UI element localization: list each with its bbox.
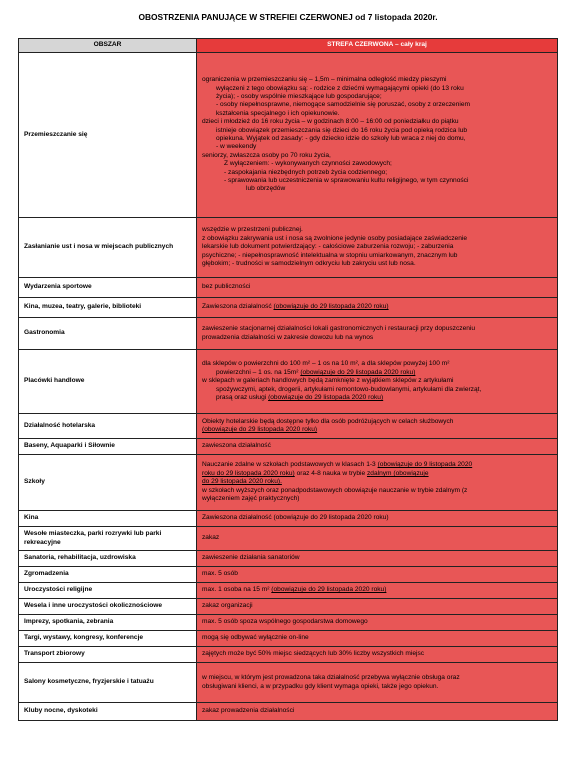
rule-cell [197, 218, 558, 278]
rule-text: Zawieszona działalność [202, 303, 272, 311]
table-row [19, 318, 558, 350]
rule-line: ograniczenia w przemieszczaniu się – 1,5m – minimalna odległość miedzy pieszymi [202, 76, 447, 84]
rule-cell: zajętych może być 50% miejsc siedzących lub 30% liczby wszystkich miejsc [197, 647, 558, 663]
area-cell: Gastronomia [19, 318, 197, 350]
validity-note: (obowiązuje do 29 listopada 2020 roku) [271, 586, 387, 594]
rule-cell [197, 414, 558, 439]
validity-note: (obowiązuje do 29 listopada 2020 roku) [202, 426, 318, 433]
validity-note: (obowiązuje do 29 listopada 2020 roku) [273, 303, 389, 311]
table-row [19, 218, 558, 278]
rule-line [202, 470, 552, 478]
rule-line: lekarskie lub dokument potwierdzający: - całościowe zaburzenia rozwoju; - zaburzenia [202, 243, 454, 251]
rule-line: spożywczymi, aptek, drogerii, artykułami remontowo-budowlanymi, artykułami dla zwierząt, [216, 385, 482, 393]
rule-line: Z wyłączeniem: - wykonywanych czynności zawodowych; [224, 160, 392, 168]
rule-line: - w weekendy [216, 143, 257, 151]
rule-cell [197, 455, 558, 511]
rule-line: kształcenia specjalnego i ich opiekunowie. [216, 109, 340, 117]
area-cell: Targi, wystawy, kongresy, konferencje [19, 631, 197, 647]
rule-cell: Zawieszona działalność (obowiązuje do 29 listopada 2020 roku) [197, 511, 558, 527]
area-cell: Imprezy, spotkania, zebrania [19, 615, 197, 631]
rule-line: seniorzy, zwłaszcza osoby po 70 roku życia, [202, 151, 331, 159]
area-cell: Sanatoria, rehabilitacja, uzdrowiska [19, 551, 197, 567]
area-cell: Uroczystości religijne [19, 583, 197, 599]
rule-cell [197, 53, 558, 218]
table-row [19, 599, 558, 615]
rule-line [202, 461, 552, 469]
rule-line: obsługiwani klienci, a w przypadku gdy klient wymaga opieki, także jego opiekun. [202, 682, 439, 690]
rule-line: - osoby niepełnosprawne, niemogące samodzielnie się poruszać, osoby z orzeczeniem [216, 101, 470, 109]
table-row [19, 455, 558, 511]
rule-line: - zaspokajania niezbędnych potrzeb życia codziennego; [224, 168, 388, 176]
table-row [19, 551, 558, 567]
rule-cell: zakaz [197, 527, 558, 551]
rule-line: z obowiązku zakrywania ust i nosa są zwolnione jedynie osoby posiadające zaświadczenie [202, 234, 467, 242]
rule-cell: zawieszona działalność [197, 439, 558, 455]
table-row [19, 350, 558, 414]
rule-line: zawieszenie stacjonarnej działalności lokali gastronomicznych i restauracji przy dopuszczeniu [202, 325, 476, 333]
validity-note: roku do 29 listopada 2020 roku) [202, 469, 295, 477]
rule-line: głębokim; - trudności w samodzielnym odkryciu lub zakryciu ust lub nosa. [202, 260, 416, 268]
table-row [19, 298, 558, 318]
area-cell: Wesela i inne uroczystości okolicznościowe [19, 599, 197, 615]
rule-line: - sprawowania lub uczestniczenia w sprawowaniu kultu religijnego, w tym czynności [224, 177, 469, 185]
header-zone: STREFA CZERWONA – cały kraj [197, 39, 558, 53]
table-row [19, 663, 558, 703]
rule-cell: zakaz organizacji [197, 599, 558, 615]
validity-note: (obowiązuje do 29 listopada 2020 roku) [268, 394, 384, 402]
rule-line [202, 394, 552, 402]
rule-line: lub obrzędów [246, 185, 286, 193]
validity-note: (obowiązuje do 29 listopada 2020 roku) [300, 368, 416, 376]
rule-text: Nauczanie zdalne w szkołach podstawowych w klasach 1-3 [202, 461, 376, 469]
table-row [19, 583, 558, 599]
area-cell: Transport zbiorowy [19, 647, 197, 663]
area-cell: Kina [19, 511, 197, 527]
rule-cell [197, 663, 558, 703]
rule-line: życia); - osoby wspólnie mieszkające lub gospodarujące; [216, 92, 382, 100]
area-cell: Wydarzenia sportowe [19, 278, 197, 298]
rule-text: oraz 4-8 nauka w trybie [296, 469, 366, 477]
rule-cell: max. 5 osób [197, 567, 558, 583]
table-row [19, 647, 558, 663]
rule-line: prowadzenia działalności w zakresie dowozu lub na wynos [202, 333, 374, 341]
rule-line: w miejscu, w którym jest prowadzona taka działalność przebywa wyłącznie obsługa oraz [202, 674, 460, 682]
rule-line: opiekuna. Wyjątek od zasady: - gdy dziecko idzie do szkoły lub wraca z niej do domu, [216, 135, 466, 142]
header-area: OBSZAR [19, 39, 197, 53]
area-cell: Zasłanianie ust i nosa w miejscach publicznych [19, 218, 197, 278]
rule-line: istnieje obowiązek przemieszczania się dzieci do 16 roku życia pod opieką rodzica lub [216, 126, 468, 134]
rule-line: w szkołach wyższych oraz ponadpodstawowych obowiązuje nauczanie w trybie zdalnym (z [202, 486, 468, 494]
table-row [19, 414, 558, 439]
table-row [19, 703, 558, 721]
table-row [19, 511, 558, 527]
area-cell: Zgromadzenia [19, 567, 197, 583]
table-row [19, 439, 558, 455]
table-row [19, 527, 558, 551]
rule-text: max. 1 osoba na 15 m² [202, 586, 270, 594]
rule-line: w sklepach w galeriach handlowych będą zamknięte z wyjątkiem sklepów z artykułami [202, 377, 454, 385]
rule-line: psychiczne; - niepełnosprawność intelektualna w stopniu umiarkowanym, znacznym lub [202, 251, 458, 259]
area-cell: Wesołe miasteczka, parki rozrywki lub parki rekreacyjne [19, 527, 197, 551]
rule-line: dla sklepów o powierzchni do 100 m² – 1 os na 10 m², a dla sklepów powyżej 100 m² [202, 360, 450, 368]
table-row [19, 53, 558, 218]
rule-cell: zakaz prowadzenia działalności [197, 703, 558, 721]
table-row [19, 615, 558, 631]
table-row [19, 278, 558, 298]
document-title: OBOSTRZENIA PANUJĄCE W STREFIEI CZERWONEJ od 7 listopada 2020r. [138, 12, 438, 22]
rule-cell [197, 583, 558, 599]
rule-cell [197, 298, 558, 318]
area-cell: Salony kosmetyczne, fryzjerskie i tatuażu [19, 663, 197, 703]
rule-cell [197, 318, 558, 350]
validity-note: do 29 listopada 2020 roku). [202, 478, 282, 486]
table-row [19, 631, 558, 647]
area-cell: Placówki handlowe [19, 350, 197, 414]
area-cell: Baseny, Aquaparki i Siłownie [19, 439, 197, 455]
rule-line: wyłączeniem zajęć praktycznych) [202, 495, 300, 503]
table-header-row [19, 39, 558, 53]
validity-note: zdalnym (obowiązuje [366, 469, 429, 477]
rule-cell: mogą się odbywać wyłącznie on-line [197, 631, 558, 647]
rule-cell [197, 350, 558, 414]
area-cell: Kluby nocne, dyskoteki [19, 703, 197, 721]
rule-cell: zawieszenie działania sanatoriów [197, 551, 558, 567]
validity-note: (obowiązuje do 9 listopada 2020 [377, 461, 473, 469]
rule-cell: bez publiczności [197, 278, 558, 298]
area-cell: Działalność hotelarska [19, 414, 197, 439]
table-row [19, 567, 558, 583]
restrictions-table [18, 38, 558, 721]
area-cell: Kina, muzea, teatry, galerie, biblioteki [19, 298, 197, 318]
area-cell: Szkoły [19, 455, 197, 511]
rule-line: Obiekty hotelarskie będą dostępne tylko dla osób podróżujących w celach służbowych [202, 417, 454, 425]
rule-line: wszędzie w przestrzeni publicznej. [202, 226, 303, 234]
area-cell: Przemieszczanie się [19, 53, 197, 218]
rule-cell: max. 5 osób spoza wspólnego gospodarstwa domowego [197, 615, 558, 631]
rule-line: dzieci i młodzież do 16 roku życia – w godzinach 8:00 – 16:00 od poniedziałku do piątku [202, 118, 459, 126]
rule-text: prasą oraz usługi [216, 394, 267, 402]
rule-line: wyłączeni z tego obowiązku są: - rodzice z dziećmi wymagającymi opieki (do 13 roku [216, 84, 464, 92]
rule-line [202, 369, 552, 377]
rule-text: powierzchni – 1 os. na 15m² [216, 368, 299, 376]
